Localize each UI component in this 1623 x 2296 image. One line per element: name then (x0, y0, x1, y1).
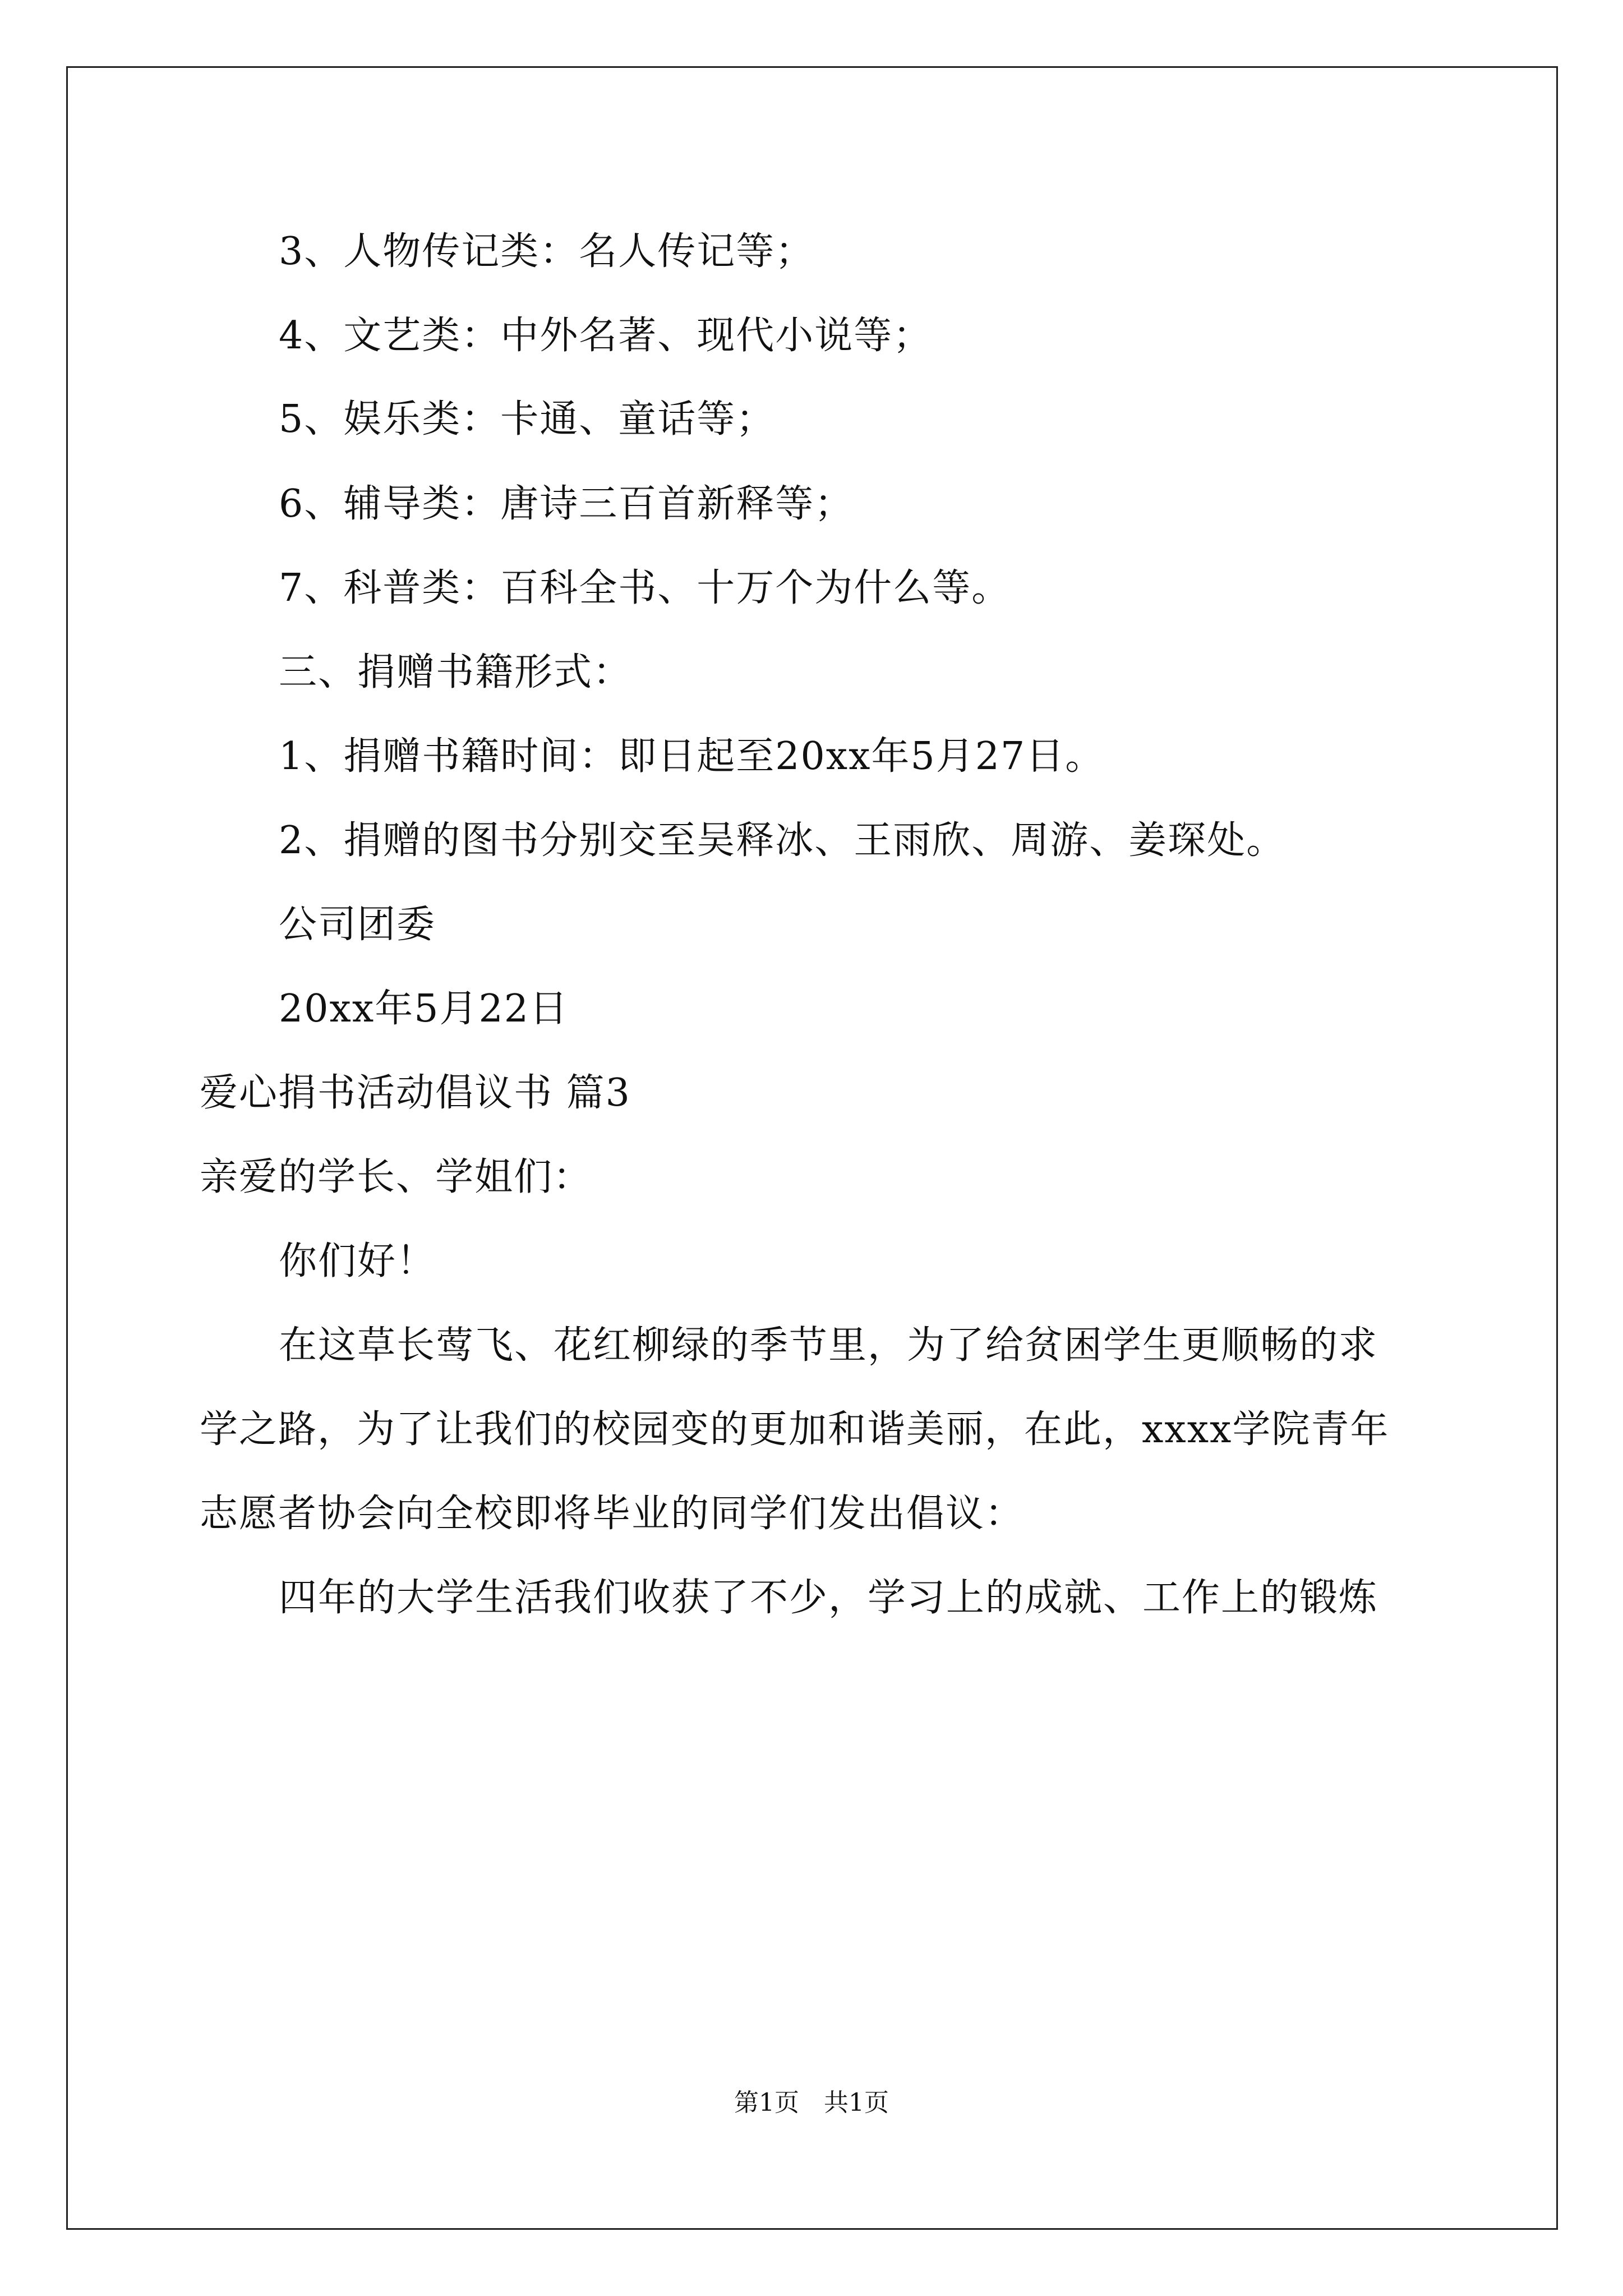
page-border (66, 66, 1558, 2230)
article-title: 爱心捐书活动倡议书 篇3 (200, 1071, 631, 1115)
list-item: 3、人物传记类：名人传记等； (279, 229, 815, 274)
paragraph-line: 学之路，为了让我们的校园变的更加和谐美丽，在此，xxxx学院青年 (200, 1407, 1390, 1452)
signature-organization: 公司团委 (279, 903, 436, 947)
list-item: 4、文艺类：中外名著、现代小说等； (279, 314, 933, 358)
paragraph-line: 在这草长莺飞、花红柳绿的季节里，为了给贫困学生更顺畅的求 (279, 1323, 1378, 1368)
list-item: 5、娱乐类：卡通、童话等； (279, 397, 776, 441)
section-heading: 三、捐赠书籍形式： (279, 650, 633, 694)
paragraph-line: 四年的大学生活我们收获了不少，学习上的成就、工作上的锻炼 (279, 1576, 1378, 1620)
list-item: 7、科普类：百科全书、十万个为什么等。 (279, 566, 1011, 610)
signature-date: 20xx年5月22日 (279, 987, 569, 1031)
list-item: 6、辅导类：唐诗三百首新释等； (279, 482, 854, 526)
page-footer: 第1页 共1页 (734, 2088, 889, 2117)
list-item: 2、捐赠的图书分别交至吴释冰、王雨欣、周游、姜琛处。 (279, 818, 1286, 863)
paragraph-line: 志愿者协会向全校即将毕业的同学们发出倡议： (200, 1492, 1025, 1536)
greeting: 你们好！ (279, 1239, 436, 1283)
salutation: 亲爱的学长、学姐们： (200, 1155, 593, 1199)
list-item: 1、捐赠书籍时间：即日起至20xx年5月27日。 (279, 734, 1105, 779)
